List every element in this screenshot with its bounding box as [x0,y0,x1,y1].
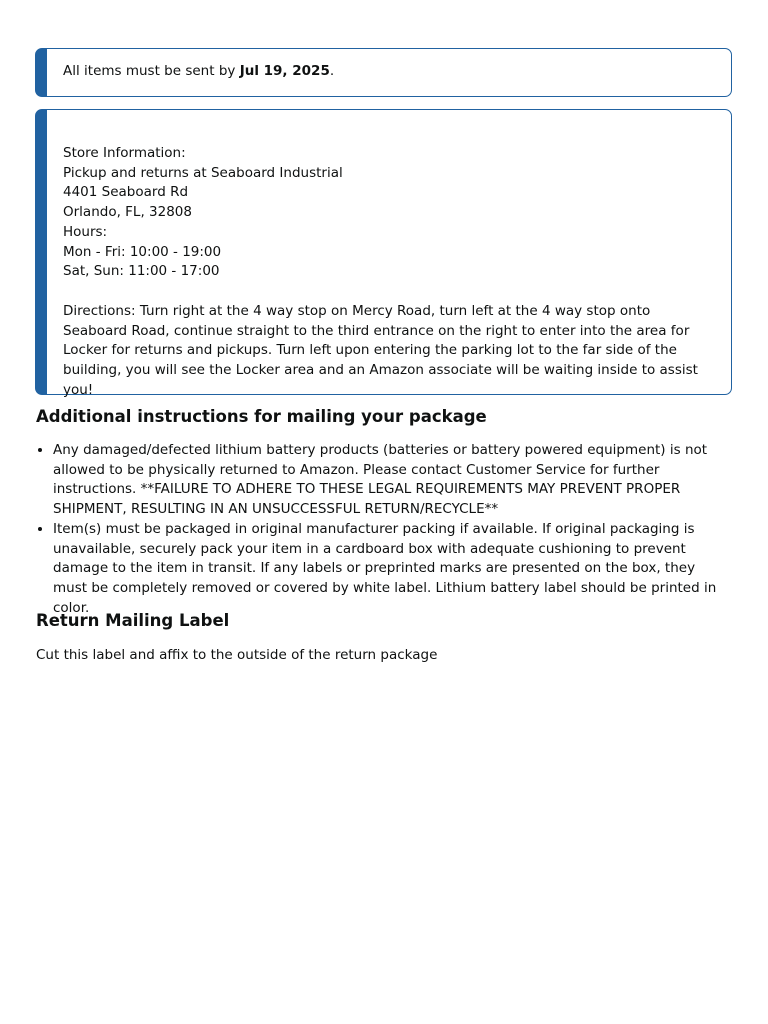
store-name: Pickup and returns at Seaboard Industrial [63,164,343,181]
mailing-instructions-heading: Additional instructions for mailing your package [36,407,487,426]
store-info [63,144,715,282]
mailing-instructions-list [36,441,732,618]
return-label-note: Cut this label and affix to the outside of the return package [36,647,438,663]
store-hours-title: Hours: [63,223,108,240]
list-item: • Any damaged/defected lithium battery products (batteries or battery powered equipment) is not allowed to be physically returned to Amazon. Please contact Customer Service for further instructions. **FAILURE TO ADHERE TO THESE LEGAL REQUIREMENTS MAY PREVENT PROPER SHIPMENT, RESULTING IN AN UNSUCCESSFUL RETURN/RECYCLE** [53,441,732,520]
deadline-alert [35,48,732,97]
store-street: 4401 Seaboard Rd [63,184,189,201]
store-hours-weekend: Sat, Sun: 11:00 - 17:00 [63,263,220,280]
list-item: • Item(s) must be packaged in original manufacturer packing if available. If original packaging is unavailable, securely pack your item in a cardboard box with adequate cushioning to prevent damage to the item in transit. If any labels or preprinted marks are presented on the box, they must be completely removed or covered by white label. Lithium battery label should be printed in color. [53,520,732,619]
return-label-heading: Return Mailing Label [36,611,230,630]
store-directions: Directions: Turn right at the 4 way stop on Mercy Road, turn left at the 4 way stop onto Seaboard Road, continue straight to the third entrance on the right to enter into the area for Locker for returns and pickups. Turn left upon entering the parking lot to the far side of the building, you will see the Locker area and an Amazon associate will be waiting inside to assist you! [63,302,698,398]
store-city: Orlando, FL, 32808 [63,204,192,221]
store-info-title: Store Information: [63,145,186,161]
deadline-prefix: All items must be sent by [63,63,240,79]
deadline-suffix: . [329,63,335,79]
store-info-alert [35,109,732,398]
deadline-text [63,62,715,82]
store-hours-weekday: Mon - Fri: 10:00 - 19:00 [63,243,222,260]
deadline-date: Jul 19, 2025 [239,63,330,79]
